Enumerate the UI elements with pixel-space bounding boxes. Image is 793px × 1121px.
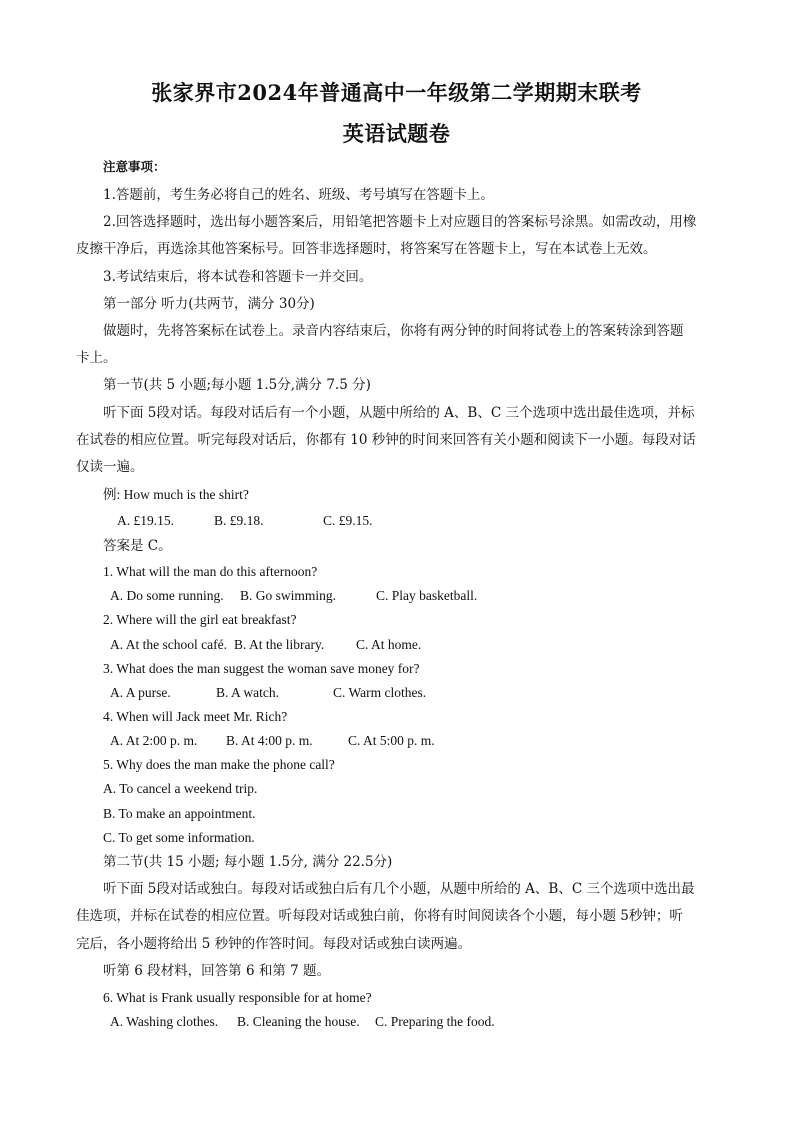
- section1-intro-line-1: 听下面 5段对话。每段对话后有一个小题，从题中所给的 A、B、C 三个选项中选出最佳选项，并标: [103, 405, 695, 421]
- question-3: 3. What does the man suggest the woman save money for?: [103, 661, 420, 676]
- question-1: 1. What will the man do this afternoon?: [103, 564, 318, 579]
- notice-item-3: 3.考试结束后，将本试卷和答题卡一并交回。: [103, 269, 373, 285]
- question-2-option-a: A. At the school café.: [110, 637, 227, 652]
- section2-heading: 第二节(共 15 小题; 每小题 1.5分, 满分 22.5分): [103, 854, 393, 870]
- part1-heading: 第一部分 听力(共两节，满分 30分): [103, 296, 315, 312]
- part1-intro-line-2: 卡上。: [76, 350, 117, 366]
- question-5: 5. Why does the man make the phone call?: [103, 757, 335, 772]
- material-6-instruction: 听第 6 段材料，回答第 6 和第 7 题。: [103, 963, 331, 979]
- notice-item-2-line-2: 皮擦干净后，再选涂其他答案标号。回答非选择题时，将答案写在答题卡上，写在本试卷上无效。: [76, 241, 657, 257]
- section1-heading: 第一节(共 5 小题;每小题 1.5分,满分 7.5 分): [103, 377, 371, 393]
- question-2: 2. Where will the girl eat breakfast?: [103, 612, 297, 627]
- question-2-option-b: B. At the library.: [234, 637, 325, 652]
- example-option-c: C. £9.15.: [323, 513, 373, 528]
- example-answer: 答案是 C。: [103, 538, 172, 554]
- question-4-option-b: B. At 4:00 p. m.: [226, 733, 313, 748]
- question-3-option-b: B. A watch.: [216, 685, 279, 700]
- exam-title: 张家界市2024年普通高中一年级第二学期期末联考: [151, 80, 642, 105]
- question-1-option-a: A. Do some running.: [110, 588, 224, 603]
- notice-item-2-line-1: 2.回答选择题时，选出每小题答案后，用铅笔把答题卡上对应题目的答案标号涂黑。如需改动，用橡: [103, 214, 697, 230]
- example-question: 例: How much is the shirt?: [103, 487, 249, 502]
- question-1-option-c: C. Play basketball.: [376, 588, 478, 603]
- section1-intro-line-2: 在试卷的相应位置。听完每段对话后，你都有 10 秒钟的时间来回答有关小题和阅读下一小题。每段对话: [76, 432, 696, 448]
- question-3-option-c: C. Warm clothes.: [333, 685, 427, 700]
- section2-intro-line-3: 完后，各小题将给出 5 秒钟的作答时间。每段对话或独白读两遍。: [76, 936, 472, 952]
- question-5-option-c: C. To get some information.: [103, 830, 255, 845]
- example-option-b: B. £9.18.: [214, 513, 264, 528]
- notice-item-1: 1.答题前，考生务必将自己的姓名、班级、考号填写在答题卡上。: [103, 187, 494, 203]
- question-5-option-a: A. To cancel a weekend trip.: [103, 781, 258, 796]
- example-option-a: A. £19.15.: [117, 513, 174, 528]
- notice-heading: 注意事项：: [103, 159, 166, 174]
- question-6-option-a: A. Washing clothes.: [110, 1014, 219, 1029]
- section1-intro-line-3: 仅读一遍。: [76, 459, 144, 475]
- section2-intro-line-2: 佳选项，并标在试卷的相应位置。听每段对话或独白前，你将有时间阅读各个小题，每小题 5秒钟；听: [76, 908, 683, 924]
- part1-intro-line-1: 做题时，先将答案标在试卷上。录音内容结束后，你将有两分钟的时间将试卷上的答案转涂到答题: [103, 323, 684, 339]
- question-4-option-c: C. At 5:00 p. m.: [348, 733, 435, 748]
- question-4-option-a: A. At 2:00 p. m.: [110, 733, 198, 748]
- question-5-option-b: B. To make an appointment.: [103, 806, 256, 821]
- question-3-option-a: A. A purse.: [110, 685, 171, 700]
- question-1-option-b: B. Go swimming.: [240, 588, 337, 603]
- question-4: 4. When will Jack meet Mr. Rich?: [103, 709, 288, 724]
- question-6: 6. What is Frank usually responsible for at home?: [103, 990, 372, 1005]
- question-6-option-b: B. Cleaning the house.: [237, 1014, 360, 1029]
- question-2-option-c: C. At home.: [356, 637, 422, 652]
- exam-subtitle: 英语试题卷: [342, 121, 451, 146]
- section2-intro-line-1: 听下面 5段对话或独白。每段对话或独白后有几个小题，从题中所给的 A、B、C 三个选项中选出最: [103, 881, 695, 897]
- question-6-option-c: C. Preparing the food.: [375, 1014, 495, 1029]
